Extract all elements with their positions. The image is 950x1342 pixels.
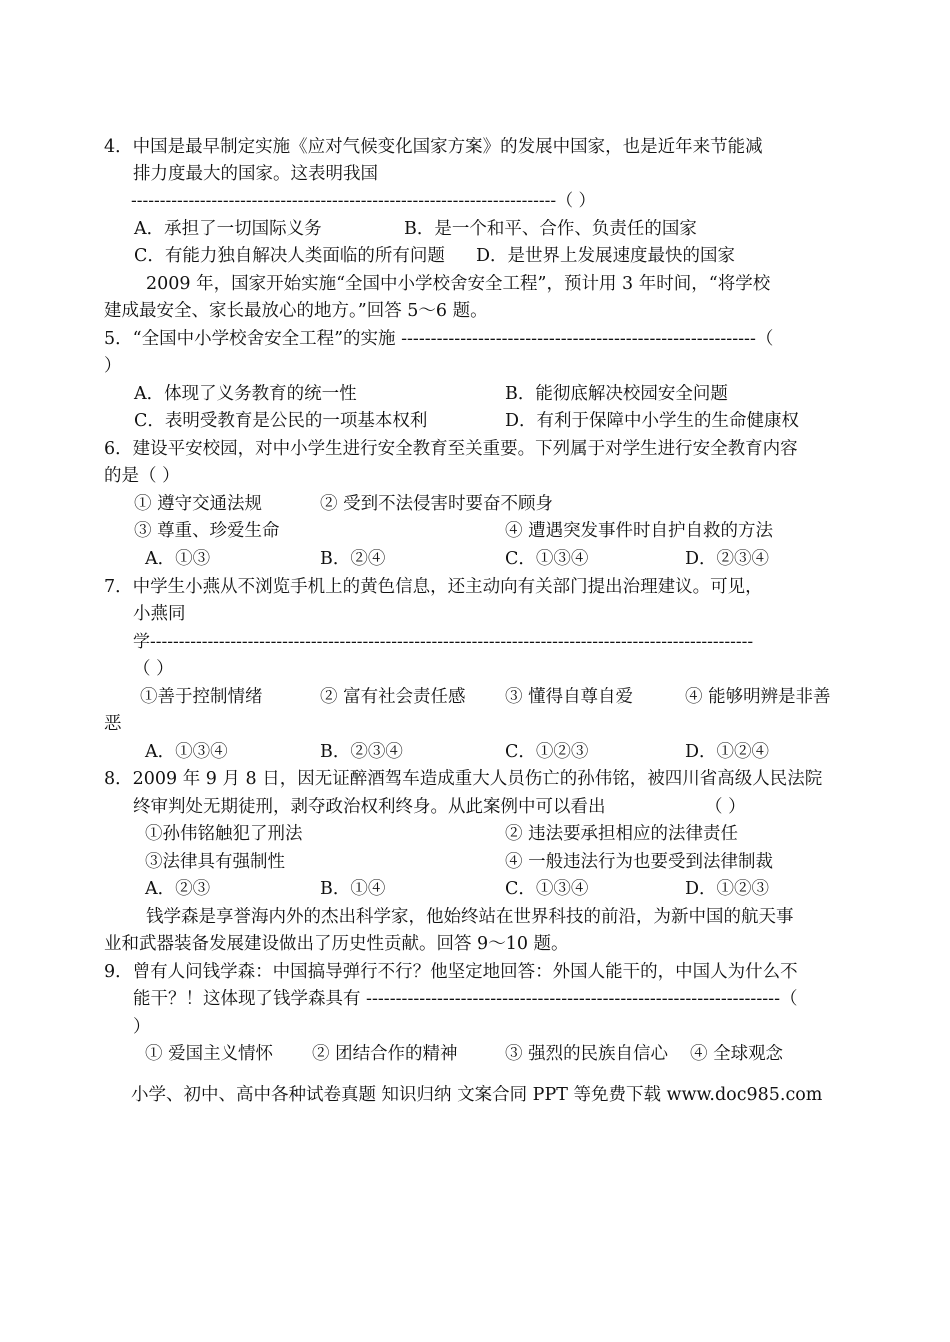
q6-option-c: C．①③④ xyxy=(505,549,589,569)
q6-statement-3: ③ 尊重、珍爱生命 xyxy=(134,521,280,541)
q6-statement-2: ② 受到不法侵害时要奋不顾身 xyxy=(320,494,554,514)
q9-line3: ） xyxy=(133,1017,151,1037)
q8-option-b: B．①④ xyxy=(320,879,386,899)
q9-statement-3: ③ 强烈的民族自信心 xyxy=(505,1044,669,1064)
q8-option-c: C．①③④ xyxy=(505,879,589,899)
q7-line2: 小燕同 xyxy=(133,604,186,624)
passage1-line2: 建成最安全、家长最放心的地方。”回答 5～6 题。 xyxy=(104,301,488,321)
q7-statement-4: ④ 能够明辨是非善 xyxy=(685,687,831,707)
q4-line2: 排力度最大的国家。这表明我国 xyxy=(133,164,378,184)
q8-statement-3: ③法律具有强制性 xyxy=(145,852,285,872)
q9-statement-2: ② 团结合作的精神 xyxy=(312,1044,458,1064)
q4-line1: 4．中国是最早制定实施《应对气候变化国家方案》的发展中国家，也是近年来节能减 xyxy=(104,137,763,157)
q5-option-a: A．体现了义务教育的统一性 xyxy=(134,384,357,404)
page-footer: 小学、初中、高中各种试卷真题 知识归纳 文案合同 PPT 等免费下载 www.doc985.com xyxy=(131,1085,823,1105)
q8-option-d: D．①②③ xyxy=(685,879,770,899)
q5-option-b: B．能彻底解决校园安全问题 xyxy=(505,384,728,404)
q5-option-d: D．有利于保障中小学生的生命健康权 xyxy=(505,411,800,431)
passage2-line2: 业和武器装备发展建设做出了历史性贡献。回答 9～10 题。 xyxy=(104,934,569,954)
q5-line2: ） xyxy=(104,356,122,376)
q8-statement-1: ①孙伟铭触犯了刑法 xyxy=(145,824,303,844)
q9-line1: 9．曾有人问钱学森：中国搞导弹行不行？他坚定地回答：外国人能干的，中国人为什么不 xyxy=(104,962,798,982)
q6-statement-4: ④ 遭遇突发事件时自护自救的方法 xyxy=(505,521,774,541)
q7-option-c: C．①②③ xyxy=(505,742,589,762)
q6-statement-1: ① 遵守交通法规 xyxy=(134,494,263,514)
q4-option-a: A．承担了一切国际义务 xyxy=(134,219,322,239)
q7-line3: 学--------------------------------------------------------------------------------------------------------- xyxy=(133,632,754,652)
q5-line1: 5．“全国中小学校舍安全工程”的实施 ------------------------------------------------------------（ xyxy=(104,329,774,349)
q4-option-c: C．有能力独自解决人类面临的所有问题 xyxy=(134,246,445,266)
q8-answer-paren: （ ） xyxy=(705,797,746,817)
q8-line1: 8．2009 年 9 月 8 日，因无证醉酒驾车造成重大人员伤亡的孙伟铭，被四川省高级人民法院 xyxy=(104,769,823,789)
q7-statement-2: ② 富有社会责任感 xyxy=(320,687,466,707)
q6-line1: 6．建设平安校园，对中小学生进行安全教育至关重要。下列属于对学生进行安全教育内容 xyxy=(104,439,798,459)
q7-option-d: D．①②④ xyxy=(685,742,770,762)
q6-option-d: D．②③④ xyxy=(685,549,770,569)
q7-statement-3: ③ 懂得自尊自爱 xyxy=(505,687,634,707)
q9-statement-4: ④ 全球观念 xyxy=(690,1044,784,1064)
q8-line2: 终审判处无期徒刑，剥夺政治权利终身。从此案例中可以看出 xyxy=(133,797,606,817)
q5-option-c: C．表明受教育是公民的一项基本权利 xyxy=(134,411,428,431)
q7-statement-1: ①善于控制情绪 xyxy=(140,687,263,707)
q7-answer-paren: （ ） xyxy=(133,659,174,679)
passage2-line1: 钱学森是享誉海内外的杰出科学家，他始终站在世界科技的前沿，为新中国的航天事 xyxy=(146,907,794,927)
q9-statement-1: ① 爱国主义情怀 xyxy=(145,1044,274,1064)
passage1-line1: 2009 年，国家开始实施“全国中小学校舍安全工程”，预计用 3 年时间，“将学校 xyxy=(146,274,771,294)
q6-line2: 的是（ ） xyxy=(104,466,180,486)
q7-option-b: B．②③④ xyxy=(320,742,403,762)
q7-line1: 7．中学生小燕从不浏览手机上的黄色信息，还主动向有关部门提出治理建议。可见， xyxy=(104,577,763,597)
q4-option-d: D．是世界上发展速度最快的国家 xyxy=(476,246,736,266)
q8-option-a: A．②③ xyxy=(145,879,211,899)
q6-option-b: B．②④ xyxy=(320,549,386,569)
q8-statement-4: ④ 一般违法行为也要受到法律制裁 xyxy=(505,852,774,872)
q8-statement-2: ② 违法要承担相应的法律责任 xyxy=(505,824,739,844)
q4-option-b: B．是一个和平、合作、负责任的国家 xyxy=(404,219,697,239)
q6-option-a: A．①③ xyxy=(145,549,211,569)
q9-line2: 能干？！这体现了钱学森具有 ----------------------------------------------------------------------（ xyxy=(133,989,798,1009)
q7-option-a: A．①③④ xyxy=(145,742,228,762)
q7-statement-4-wrap: 恶 xyxy=(104,714,122,734)
q4-answer-blank: --------------------------------------------------------------------------（ ） xyxy=(131,191,596,211)
